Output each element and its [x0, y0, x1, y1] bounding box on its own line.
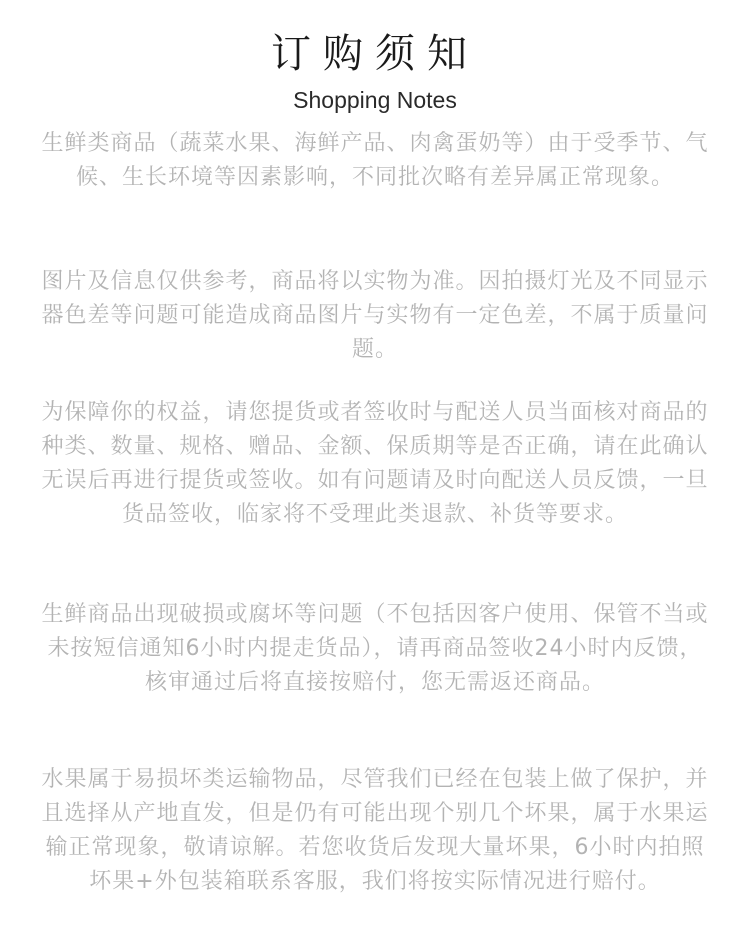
- note-delivery-check: 为保障你的权益，请您提货或者签收时与配送人员当面核对商品的种类、数量、规格、赠品、金额、保质期等是否正确，请在此确认无误后再进行提货或签收。如有问题请及时向配送人员反馈，一旦货品签收，临家将不受理此类退款、补货等要求。: [41, 400, 709, 527]
- note-fresh-variation: 生鲜类商品（蔬菜水果、海鲜产品、肉禽蛋奶等）由于受季节、气候、生长环境等因素影响，不同批次略有差异属正常现象。: [41, 131, 709, 190]
- note-damage-compensation: 生鲜商品出现破损或腐坏等问题（不包括因客户使用、保管不当或未按短信通知6小时内提走货品），请再商品签收24小时内反馈，核审通过后将直接按赔付，您无需返还商品。: [41, 602, 709, 695]
- note-image-reference: 图片及信息仅供参考，商品将以实物为准。因拍摄灯光及不同显示器色差等问题可能造成商品图片与实物有一定色差，不属于质量问题。: [41, 269, 709, 362]
- page-title: 订购须知: [271, 31, 479, 77]
- note-fruit-damage: 水果属于易损坏类运输物品，尽管我们已经在包装上做了保护，并且选择从产地直发，但是仍有可能出现个别几个坏果，属于水果运输正常现象，敬请谅解。若您收货后发现大量坏果，6小时内拍照坏果+外包装箱联系客服，我们将按实际情况进行赔付。: [41, 767, 709, 894]
- page-subtitle: Shopping Notes: [293, 87, 457, 113]
